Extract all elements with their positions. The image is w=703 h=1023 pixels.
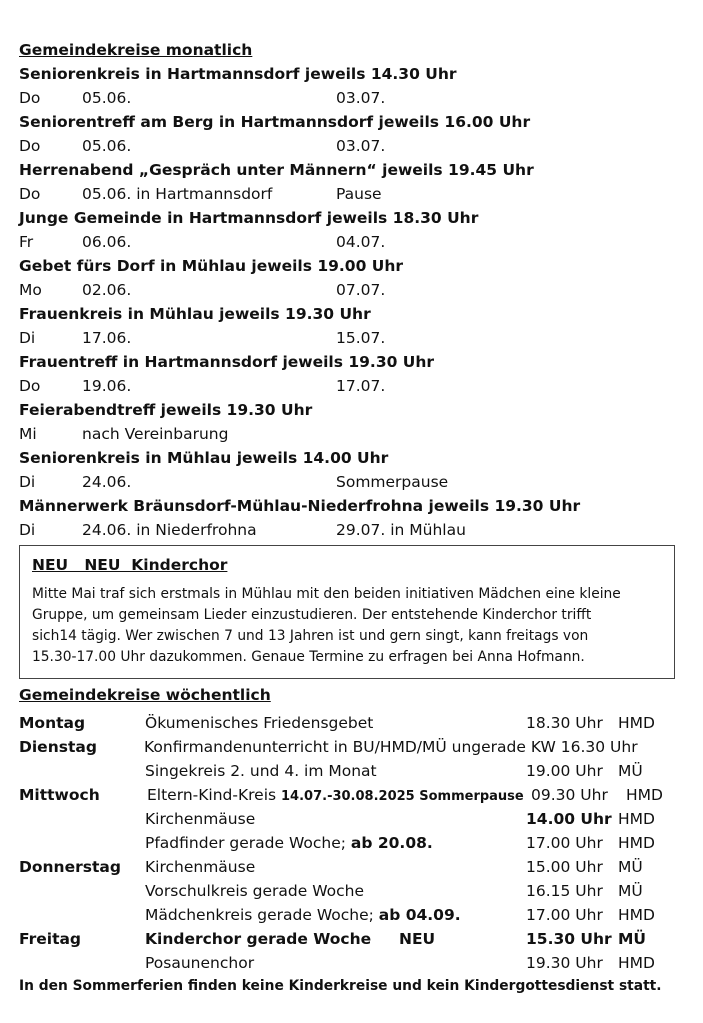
weekly-row (19, 807, 689, 831)
group-dates (19, 374, 689, 398)
group-title: Feierabendtreff jeweils 19.30 Uhr (19, 401, 313, 419)
group-date-first: 02.06. (82, 281, 132, 299)
group-date-second: Pause (336, 185, 382, 203)
news-box-title: NEU NEU Kinderchor (32, 556, 228, 574)
activity: Kirchenmäuse (145, 810, 256, 828)
time: 18.30 Uhr (526, 714, 603, 732)
group-title: Seniorenkreis in Hartmannsdorf jeweils 14.30 Uhr (19, 65, 457, 83)
weekly-heading: Gemeindekreise wöchentlich (19, 686, 271, 704)
time: 17.00 Uhr (526, 834, 603, 852)
time: 09.30 Uhr (531, 786, 608, 804)
group-day: Mo (19, 281, 42, 299)
weekday: Mittwoch (19, 786, 100, 804)
group-day: Do (19, 377, 41, 395)
group-date-first: 24.06. in Niederfrohna (82, 521, 257, 539)
place: HMD (618, 906, 655, 924)
group-dates (19, 230, 689, 254)
group-date-second: 03.07. (336, 89, 386, 107)
activity: Ökumenisches Friedensgebet (145, 714, 374, 732)
weekly-row (19, 711, 689, 735)
group-day: Fr (19, 233, 34, 251)
group-dates (19, 422, 689, 446)
group-dates (19, 86, 689, 110)
group-date-first: 19.06. (82, 377, 132, 395)
activity: Singekreis 2. und 4. im Monat (145, 762, 377, 780)
weekday: Dienstag (19, 738, 97, 756)
weekly-row (19, 831, 689, 855)
place: HMD (626, 786, 663, 804)
time: 19.30 Uhr (526, 954, 603, 972)
group-title: Frauenkreis in Mühlau jeweils 19.30 Uhr (19, 305, 371, 323)
weekday: Freitag (19, 930, 82, 948)
weekly-row (19, 927, 689, 951)
activity: Kirchenmäuse (145, 858, 256, 876)
group-day: Do (19, 137, 41, 155)
place: HMD (618, 714, 655, 732)
weekday: Donnerstag (19, 858, 121, 876)
time: 16.15 Uhr (526, 882, 603, 900)
time: 15.30 Uhr (526, 930, 612, 948)
activity: Vorschulkreis gerade Woche (145, 882, 364, 900)
activity-note: 14.07.-30.08.2025 Sommerpause (281, 789, 524, 804)
group-day: Do (19, 185, 41, 203)
summer-note: In den Sommerferien finden keine Kinderkreise und kein Kindergottesdienst statt. (19, 978, 662, 994)
group-day: Di (19, 473, 36, 491)
group-date-second: 17.07. (336, 377, 386, 395)
time: 19.00 Uhr (526, 762, 603, 780)
weekly-row (19, 759, 689, 783)
church-schedule-page (19, 38, 689, 997)
new-badge: NEU (399, 930, 436, 948)
group-date-second: 04.07. (336, 233, 386, 251)
weekly-list (19, 711, 689, 975)
group-date-first: 05.06. in Hartmannsdorf (82, 185, 273, 203)
news-box-text (32, 584, 662, 668)
weekly-row (19, 879, 689, 903)
weekly-row (19, 855, 689, 879)
activity: Posaunenchor (145, 954, 255, 972)
group-dates (19, 134, 689, 158)
time: 17.00 Uhr (526, 906, 603, 924)
group-title: Junge Gemeinde in Hartmannsdorf jeweils 18.30 Uhr (19, 209, 479, 227)
weekly-row (19, 951, 689, 975)
time: 15.00 Uhr (526, 858, 603, 876)
activity-name: Eltern-Kind-Kreis (147, 786, 277, 804)
group-date-first: 17.06. (82, 329, 132, 347)
group-title: Männerwerk Bräunsdorf-Mühlau-Niederfrohna jeweils 19.30 Uhr (19, 497, 581, 515)
group-date-second: 15.07. (336, 329, 386, 347)
group-dates (19, 470, 689, 494)
activity: Kinderchor gerade Woche (145, 930, 372, 948)
monthly-list (19, 62, 689, 542)
group-day: Di (19, 329, 36, 347)
group-title: Seniorentreff am Berg in Hartmannsdorf jeweils 16.00 Uhr (19, 113, 531, 131)
group-day: Di (19, 521, 36, 539)
activity-name: Pfadfinder gerade Woche; (145, 834, 346, 852)
activity-name: Mädchenkreis gerade Woche; (145, 906, 374, 924)
group-date-first: 24.06. (82, 473, 132, 491)
news-box-line: Mitte Mai traf sich erstmals in Mühlau mit den beiden initiativen Mädchen eine kleine (32, 586, 621, 602)
group-dates (19, 278, 689, 302)
group-date-first: nach Vereinbarung (82, 425, 229, 443)
group-date-first: 05.06. (82, 137, 132, 155)
group-day: Do (19, 89, 41, 107)
group-date-first: 05.06. (82, 89, 132, 107)
news-box-line: 15.30-17.00 Uhr dazukommen. Genaue Termine zu erfragen bei Anna Hofmann. (32, 649, 585, 665)
place: MÜ (618, 858, 643, 876)
group-title: Frauentreff in Hartmannsdorf jeweils 19.30 Uhr (19, 353, 435, 371)
news-box-line: Gruppe, um gemeinsam Lieder einzustudieren. Der entstehende Kinderchor trifft (32, 607, 592, 623)
place: HMD (618, 834, 655, 852)
activity: Konfirmandenunterricht in BU/HMD/MÜ ungerade KW 16.30 Uhr (144, 738, 638, 756)
place: MÜ (618, 762, 643, 780)
group-date-second: Sommerpause (336, 473, 449, 491)
weekly-row (19, 903, 689, 927)
activity-note: ab 20.08. (350, 834, 433, 852)
group-date-second: 29.07. in Mühlau (336, 521, 466, 539)
place: HMD (618, 810, 655, 828)
activity (145, 903, 461, 927)
group-title: Herrenabend „Gespräch unter Männern“ jeweils 19.45 Uhr (19, 161, 534, 179)
group-day: Mi (19, 425, 37, 443)
weekly-row (19, 735, 689, 759)
place: MÜ (618, 930, 647, 948)
place: MÜ (618, 882, 643, 900)
monthly-heading: Gemeindekreise monatlich (19, 41, 253, 59)
group-dates (19, 182, 689, 206)
time: 14.00 Uhr (526, 810, 612, 828)
place: HMD (618, 954, 655, 972)
group-date-second: 07.07. (336, 281, 386, 299)
weekday: Montag (19, 714, 86, 732)
weekly-row (19, 783, 689, 807)
activity-note: ab 04.09. (378, 906, 461, 924)
group-title: Gebet fürs Dorf in Mühlau jeweils 19.00 Uhr (19, 257, 404, 275)
group-date-second: 03.07. (336, 137, 386, 155)
activity (145, 831, 433, 855)
group-dates (19, 518, 689, 542)
group-title: Seniorenkreis in Mühlau jeweils 14.00 Uhr (19, 449, 389, 467)
news-box (19, 545, 675, 679)
group-dates (19, 326, 689, 350)
news-box-line: sich14 tägig. Wer zwischen 7 und 13 Jahren ist und gern singt, kann freitags von (32, 628, 589, 644)
group-date-first: 06.06. (82, 233, 132, 251)
activity (147, 783, 524, 809)
